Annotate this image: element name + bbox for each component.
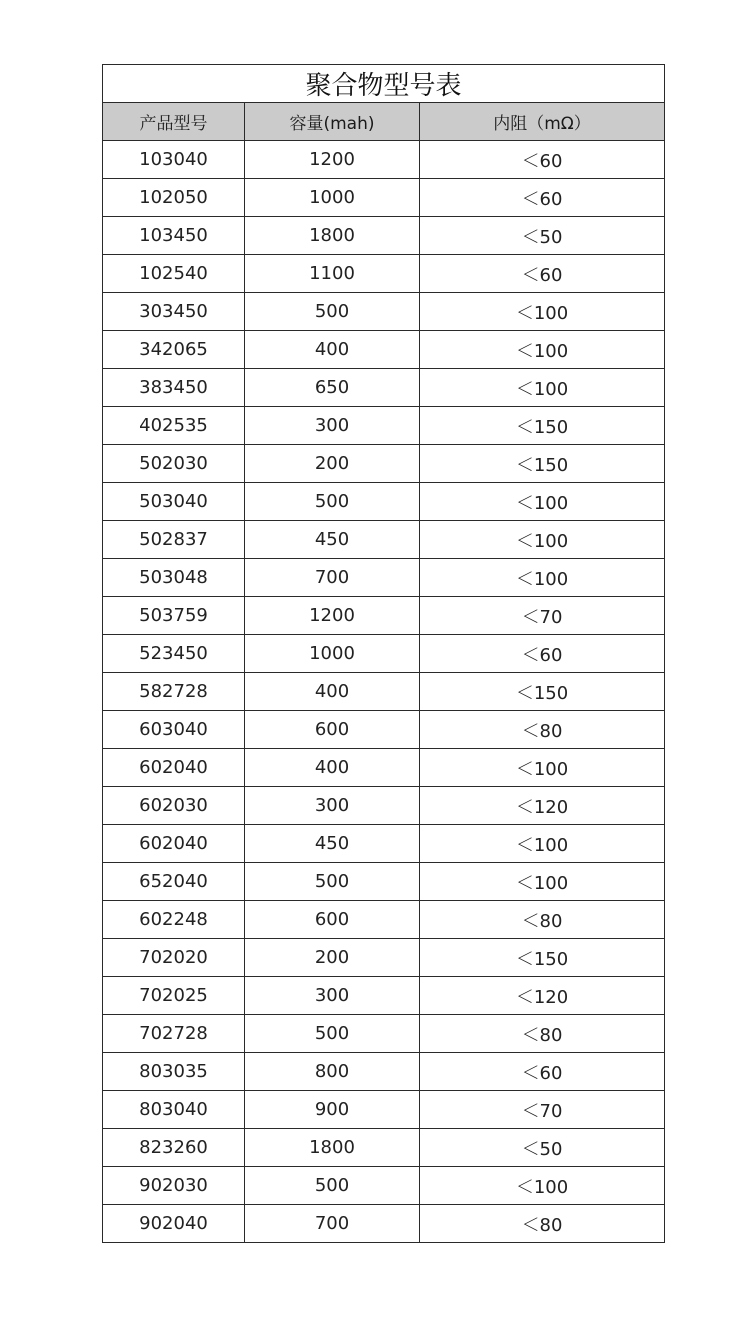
table-row bbox=[103, 901, 665, 939]
cell-model: 502837 bbox=[103, 521, 245, 559]
table-row bbox=[103, 255, 665, 293]
polymer-model-table bbox=[102, 64, 665, 1243]
header-model: 产品型号 bbox=[103, 103, 245, 141]
cell-resistance: ＜80 bbox=[420, 1205, 665, 1243]
cell-resistance: ＜80 bbox=[420, 901, 665, 939]
table-title: 聚合物型号表 bbox=[103, 65, 665, 103]
cell-model: 902040 bbox=[103, 1205, 245, 1243]
cell-model: 503040 bbox=[103, 483, 245, 521]
table-row bbox=[103, 1053, 665, 1091]
cell-model: 503759 bbox=[103, 597, 245, 635]
cell-resistance: ＜150 bbox=[420, 445, 665, 483]
cell-capacity: 1800 bbox=[245, 1129, 420, 1167]
cell-resistance: ＜100 bbox=[420, 559, 665, 597]
table-row bbox=[103, 1129, 665, 1167]
cell-model: 602030 bbox=[103, 787, 245, 825]
cell-resistance: ＜120 bbox=[420, 977, 665, 1015]
table-row bbox=[103, 939, 665, 977]
cell-model: 602040 bbox=[103, 825, 245, 863]
table-row bbox=[103, 673, 665, 711]
header-resistance: 内阻（mΩ） bbox=[420, 103, 665, 141]
cell-resistance: ＜60 bbox=[420, 141, 665, 179]
table-row bbox=[103, 787, 665, 825]
table-row bbox=[103, 141, 665, 179]
table-row bbox=[103, 559, 665, 597]
table-row bbox=[103, 1205, 665, 1243]
cell-capacity: 400 bbox=[245, 331, 420, 369]
table-row bbox=[103, 1091, 665, 1129]
cell-capacity: 500 bbox=[245, 863, 420, 901]
cell-capacity: 1000 bbox=[245, 179, 420, 217]
cell-model: 652040 bbox=[103, 863, 245, 901]
polymer-model-sheet bbox=[102, 64, 664, 1243]
cell-model: 383450 bbox=[103, 369, 245, 407]
cell-resistance: ＜100 bbox=[420, 521, 665, 559]
cell-capacity: 200 bbox=[245, 445, 420, 483]
table-row bbox=[103, 635, 665, 673]
cell-capacity: 500 bbox=[245, 483, 420, 521]
header-row bbox=[103, 103, 665, 141]
table-row bbox=[103, 217, 665, 255]
cell-capacity: 500 bbox=[245, 293, 420, 331]
table-row bbox=[103, 331, 665, 369]
cell-model: 303450 bbox=[103, 293, 245, 331]
cell-capacity: 450 bbox=[245, 521, 420, 559]
cell-resistance: ＜70 bbox=[420, 597, 665, 635]
cell-capacity: 900 bbox=[245, 1091, 420, 1129]
table-row bbox=[103, 521, 665, 559]
cell-model: 902030 bbox=[103, 1167, 245, 1205]
cell-capacity: 650 bbox=[245, 369, 420, 407]
cell-resistance: ＜100 bbox=[420, 483, 665, 521]
cell-resistance: ＜60 bbox=[420, 255, 665, 293]
cell-resistance: ＜100 bbox=[420, 293, 665, 331]
cell-capacity: 300 bbox=[245, 407, 420, 445]
cell-model: 602248 bbox=[103, 901, 245, 939]
table-row bbox=[103, 407, 665, 445]
table-row bbox=[103, 483, 665, 521]
cell-model: 803035 bbox=[103, 1053, 245, 1091]
cell-resistance: ＜50 bbox=[420, 1129, 665, 1167]
cell-model: 602040 bbox=[103, 749, 245, 787]
cell-capacity: 300 bbox=[245, 787, 420, 825]
cell-model: 342065 bbox=[103, 331, 245, 369]
cell-capacity: 600 bbox=[245, 901, 420, 939]
table-row bbox=[103, 1015, 665, 1053]
cell-capacity: 500 bbox=[245, 1015, 420, 1053]
cell-capacity: 1200 bbox=[245, 597, 420, 635]
cell-capacity: 500 bbox=[245, 1167, 420, 1205]
cell-model: 103040 bbox=[103, 141, 245, 179]
cell-capacity: 1800 bbox=[245, 217, 420, 255]
cell-capacity: 450 bbox=[245, 825, 420, 863]
table-row bbox=[103, 977, 665, 1015]
cell-model: 702728 bbox=[103, 1015, 245, 1053]
cell-resistance: ＜80 bbox=[420, 711, 665, 749]
table-row bbox=[103, 825, 665, 863]
cell-model: 603040 bbox=[103, 711, 245, 749]
cell-capacity: 200 bbox=[245, 939, 420, 977]
header-capacity: 容量(mah) bbox=[245, 103, 420, 141]
cell-capacity: 700 bbox=[245, 1205, 420, 1243]
cell-resistance: ＜120 bbox=[420, 787, 665, 825]
cell-resistance: ＜60 bbox=[420, 1053, 665, 1091]
cell-model: 582728 bbox=[103, 673, 245, 711]
cell-model: 103450 bbox=[103, 217, 245, 255]
cell-model: 823260 bbox=[103, 1129, 245, 1167]
cell-model: 502030 bbox=[103, 445, 245, 483]
cell-resistance: ＜60 bbox=[420, 635, 665, 673]
cell-resistance: ＜50 bbox=[420, 217, 665, 255]
title-row bbox=[103, 65, 665, 103]
cell-model: 402535 bbox=[103, 407, 245, 445]
table-body bbox=[103, 141, 665, 1243]
cell-model: 523450 bbox=[103, 635, 245, 673]
cell-resistance: ＜100 bbox=[420, 1167, 665, 1205]
table-row bbox=[103, 711, 665, 749]
cell-resistance: ＜150 bbox=[420, 673, 665, 711]
cell-capacity: 300 bbox=[245, 977, 420, 1015]
table-row bbox=[103, 1167, 665, 1205]
cell-model: 102540 bbox=[103, 255, 245, 293]
cell-resistance: ＜150 bbox=[420, 407, 665, 445]
cell-resistance: ＜100 bbox=[420, 331, 665, 369]
cell-resistance: ＜100 bbox=[420, 825, 665, 863]
cell-resistance: ＜60 bbox=[420, 179, 665, 217]
cell-capacity: 600 bbox=[245, 711, 420, 749]
cell-model: 702025 bbox=[103, 977, 245, 1015]
cell-capacity: 700 bbox=[245, 559, 420, 597]
cell-capacity: 800 bbox=[245, 1053, 420, 1091]
cell-resistance: ＜100 bbox=[420, 863, 665, 901]
cell-capacity: 1200 bbox=[245, 141, 420, 179]
cell-model: 803040 bbox=[103, 1091, 245, 1129]
cell-capacity: 1100 bbox=[245, 255, 420, 293]
table-row bbox=[103, 293, 665, 331]
cell-model: 503048 bbox=[103, 559, 245, 597]
cell-capacity: 1000 bbox=[245, 635, 420, 673]
table-row bbox=[103, 597, 665, 635]
cell-resistance: ＜150 bbox=[420, 939, 665, 977]
table-row bbox=[103, 369, 665, 407]
cell-capacity: 400 bbox=[245, 673, 420, 711]
cell-resistance: ＜80 bbox=[420, 1015, 665, 1053]
table-row bbox=[103, 179, 665, 217]
cell-model: 102050 bbox=[103, 179, 245, 217]
cell-resistance: ＜100 bbox=[420, 749, 665, 787]
cell-resistance: ＜70 bbox=[420, 1091, 665, 1129]
cell-model: 702020 bbox=[103, 939, 245, 977]
table-row bbox=[103, 445, 665, 483]
cell-resistance: ＜100 bbox=[420, 369, 665, 407]
table-row bbox=[103, 863, 665, 901]
cell-capacity: 400 bbox=[245, 749, 420, 787]
table-row bbox=[103, 749, 665, 787]
